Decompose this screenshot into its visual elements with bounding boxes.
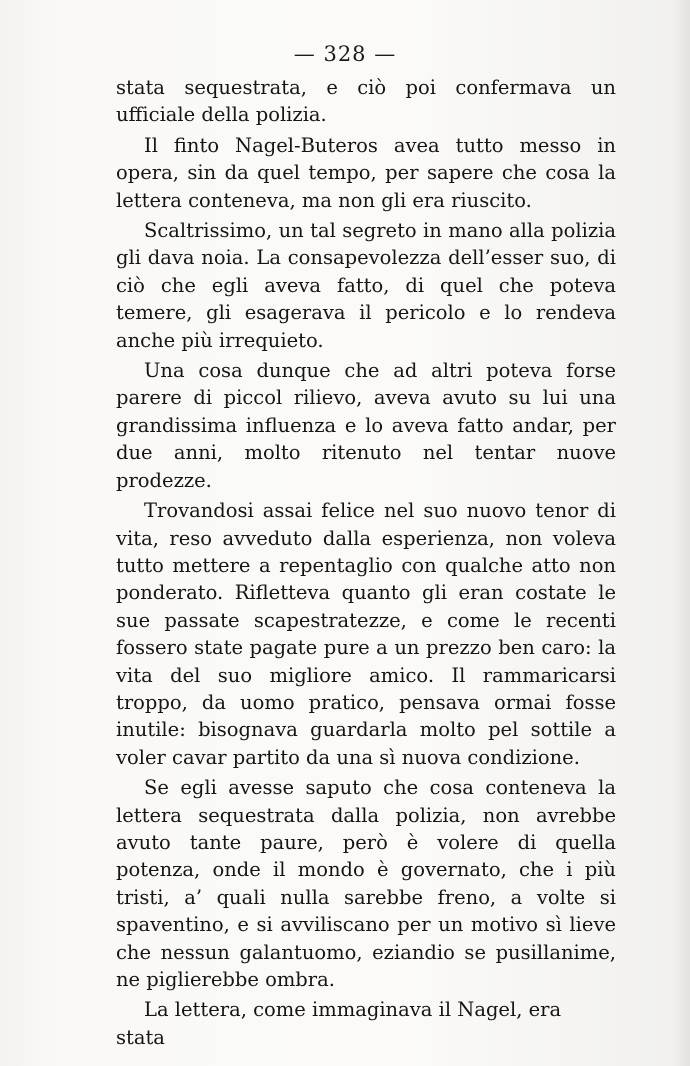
body-text [116, 74, 616, 1051]
paragraph-1: stata sequestrata, e ciò poi confermava un ufficiale della polizia. [116, 76, 616, 127]
paragraph-5: Trovandosi assai felice nel suo nuovo tenor di vita, reso avveduto dalla esperienza, non voleva tutto mettere a repentaglio con qualche atto non ponderato. Rifletteva quanto gli eran costate le sue passate scapestratezze, e come le recenti fossero state pagate pure a un prezzo ben caro: la vita del suo migliore amico. Il rammaricarsi troppo, da uomo pratico, pensava ormai fosse inutile: bisognava guardarla molto pel sottile a voler cavar partito da una sì nuova condizione. [116, 499, 616, 769]
paragraph-3: Scaltrissimo, un tal segreto in mano alla polizia gli dava noia. La consapevolezza dell’esser suo, di ciò che egli aveva fatto, di quel che poteva temere, gli esagerava il pericolo e lo rendeva anche più irrequieto. [116, 219, 616, 352]
paragraph-6: Se egli avesse saputo che cosa conteneva la lettera sequestrata dalla polizia, non avrebbe avuto tante paure, però è volere di quella potenza, onde il mondo è governato, che i più tristi, a’ quali nulla sarebbe freno, a volte si spaventino, e si avviliscano per un motivo sì lieve che nessun galantuomo, eziandio se pusillanime, ne piglierebbe ombra. [116, 776, 616, 991]
page-edge-shadow [672, 0, 690, 1066]
paragraph-4: Una cosa dunque che ad altri poteva forse parere di piccol rilievo, aveva avuto su lui una grandissima influenza e lo aveva fatto andar, per due anni, molto ritenuto nel tentar nuove prodezze. [116, 359, 616, 492]
page-number: — 328 — [293, 42, 397, 66]
paragraph-2: Il finto Nagel-Buteros avea tutto messo in opera, sin da quel tempo, per sapere che cosa la lettera conteneva, ma non gli era riuscito. [116, 133, 616, 212]
paragraph-7: La lettera, come immaginava il Nagel, era stata [116, 998, 562, 1049]
